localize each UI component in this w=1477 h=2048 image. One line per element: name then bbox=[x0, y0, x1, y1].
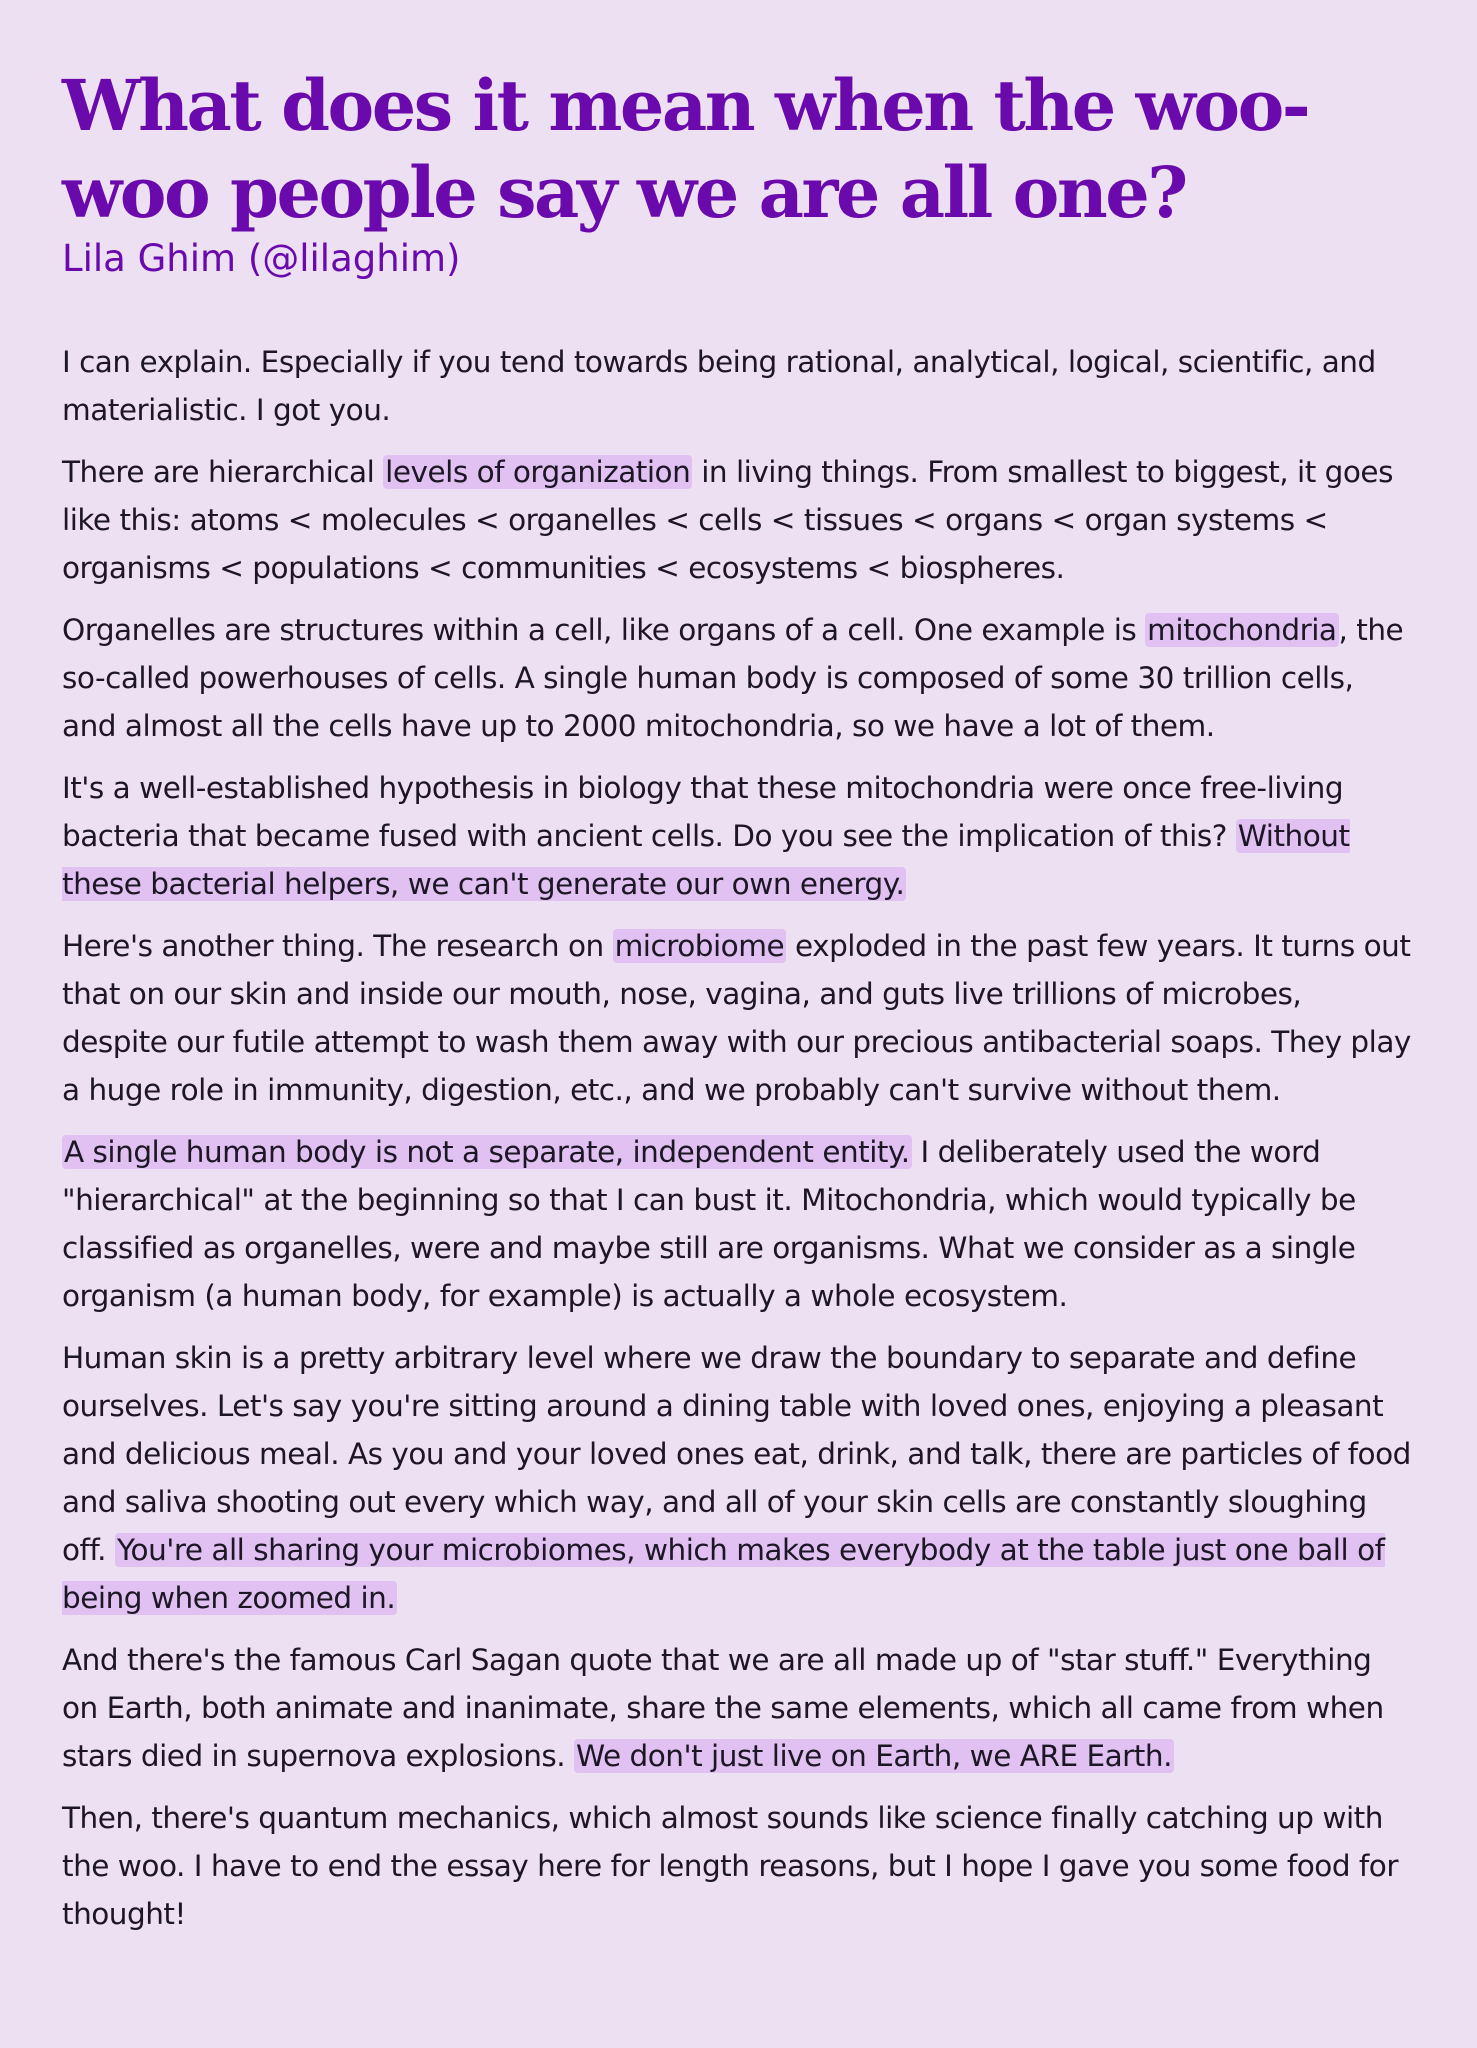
paragraph-text: It's a well-established hypothesis in biology that these mitochondria were once free-living bacteria that became fused with ancient cells. Do you see the implication of this? bbox=[62, 771, 1344, 853]
paragraph-text: Organelles are structures within a cell, like organs of a cell. One example is bbox=[62, 613, 1146, 647]
article-title: What does it mean when the woo-woo people say we are all one? bbox=[62, 64, 1309, 234]
paragraph-text: exploded in the past few years. It turns out that on our skin and inside our mouth, nose, vagina, and guts live trillions of microbes, despite our futile attempt to wash them away with our precious antibacterial soaps. They play a huge role in immunity, digestion, etc., and we probably can't survive without them. bbox=[62, 929, 1411, 1107]
paragraph-1 bbox=[62, 338, 1415, 434]
paragraph-text: I deliberately used the word "hierarchical" at the beginning so that I can bust it. Mitochondria, which would typically be classified as organelles, were and maybe still are organisms. What we consider as a single organism (a human body, for example) is actually a whole ecosystem. bbox=[62, 1135, 1356, 1313]
highlight-microbiome: microbiome bbox=[614, 929, 785, 963]
paragraph-text: I can explain. Especially if you tend towards being rational, analytical, logical, scientific, and materialistic. I got you. bbox=[62, 345, 1376, 427]
paragraph-text: Then, there's quantum mechanics, which almost sounds like science finally catching up with the woo. I have to end the essay here for length reasons, but I hope I gave you some food for thought! bbox=[62, 1801, 1398, 1931]
paragraph-3 bbox=[62, 606, 1415, 750]
article-author: Lila Ghim (@lilaghim) bbox=[62, 237, 461, 280]
highlight-levels-of-organization: levels of organization bbox=[385, 455, 691, 489]
paragraph-5 bbox=[62, 922, 1415, 1114]
paragraph-text: And there's the famous Carl Sagan quote that we are all made up of "star stuff." Everything on Earth, both animate and inanimate, share the same elements, which all came from when stars died in supernova explosions. bbox=[62, 1643, 1384, 1773]
highlight-bacterial-helpers: Without these bacterial helpers, we can't generate our own energy. bbox=[62, 819, 1350, 901]
highlight-we-are-earth: We don't just live on Earth, we ARE Earth. bbox=[576, 1739, 1172, 1773]
paragraph-text: Here's another thing. The research on bbox=[62, 929, 613, 963]
paragraph-text: Human skin is a pretty arbitrary level where we draw the boundary to separate and define ourselves. Let's say you're sitting around a dining table with loved ones, enjoying a pleasant and delicious meal. As you and your loved ones eat, drink, and talk, there are particles of food and saliva shooting out every which way, and all of your skin cells are constantly sloughing off. bbox=[62, 1341, 1411, 1567]
paragraph-text: , the so-called powerhouses of cells. A single human body is composed of some 30 trillion cells, and almost all the cells have up to 2000 mitochondria, so we have a lot of them. bbox=[62, 613, 1404, 743]
paragraph-6 bbox=[62, 1128, 1415, 1320]
highlight-not-separate-entity: A single human body is not a separate, independent entity. bbox=[64, 1135, 910, 1169]
paragraph-9 bbox=[62, 1794, 1415, 1938]
paragraph-4 bbox=[62, 764, 1415, 908]
paragraph-7 bbox=[62, 1334, 1415, 1622]
highlight-sharing-microbiomes: You're all sharing your microbiomes, which makes everybody at the table just one ball of being when zoomed in. bbox=[62, 1533, 1385, 1615]
highlight-mitochondria: mitochondria bbox=[1147, 613, 1337, 647]
paragraph-2 bbox=[62, 448, 1415, 592]
paragraph-text: in living things. From smallest to biggest, it goes like this: atoms < molecules < organelles < cells < tissues < organs < organ systems < organisms < populations < communities < ecosystems < biospheres. bbox=[62, 455, 1393, 585]
paragraph-text: There are hierarchical bbox=[62, 455, 384, 489]
paragraph-8 bbox=[62, 1636, 1415, 1780]
